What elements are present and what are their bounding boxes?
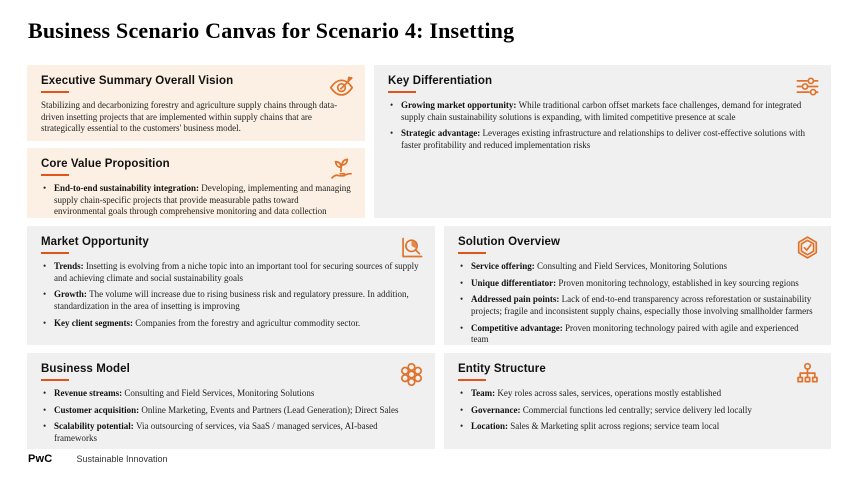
slide-footer (28, 453, 168, 465)
bullet-list (41, 388, 421, 445)
section-entity-structure (444, 353, 831, 449)
heading-accent-rule (41, 252, 69, 254)
sliders-icon (794, 73, 821, 100)
bullet-item: • Strategic advantage: Leverages existing infrastructure and relationships to deliver cost-effective solutions with faster profitability and reduced implementation risks (388, 128, 817, 151)
bullet-item: • Addressed pain points: Lack of end-to-end transparency across reforestation or sustainability projects; fragile and inconsistent supply chains, especially those involving smallholder farmers (458, 294, 817, 317)
section-core-value-proposition (27, 148, 365, 218)
section-title-solution-overview: Solution Overview (458, 236, 561, 248)
bullet-item: • Growth: The volume will increase due to rising business risk and regulatory pressure. In addition, standardization in the area of insetting is improving (41, 289, 421, 312)
hexagon-check-icon (794, 234, 821, 261)
bullet-item: • Service offering: Consulting and Field Services, Monitoring Solutions (458, 261, 817, 273)
bullet-item: • Unique differentiator: Proven monitoring technology, established in key sourcing regions (458, 278, 817, 290)
section-key-differentiation (374, 65, 831, 218)
hand-leaf-icon (328, 156, 355, 183)
section-title-key-differentiation: Key Differentiation (388, 75, 493, 87)
pwc-logo: PwC (28, 453, 53, 465)
section-executive-summary (27, 65, 365, 141)
section-title-core-value: Core Value Proposition (41, 158, 170, 170)
bullet-item: • Team: Key roles across sales, services, operations mostly established (458, 388, 817, 400)
section-solution-overview (444, 226, 831, 345)
bullet-item: • Trends: Insetting is evolving from a niche topic into an important tool for securing sources of supply and achieving climate and social sustainability goals (41, 261, 421, 284)
heading-accent-rule (458, 379, 486, 381)
section-title-entity-structure: Entity Structure (458, 363, 546, 375)
bullet-item: • Customer acquisition: Online Marketing, Events and Partners (Lead Generation); Direct Sales (41, 405, 421, 417)
heading-accent-rule (41, 174, 69, 176)
heading-accent-rule (41, 379, 69, 381)
bullet-list (458, 261, 817, 346)
section-title-market-opportunity: Market Opportunity (41, 236, 149, 248)
bullet-list (41, 183, 351, 218)
bullet-item: • Governance: Commercial functions led centrally; service delivery led locally (458, 405, 817, 417)
org-chart-icon (794, 361, 821, 388)
section-title-business-model: Business Model (41, 363, 130, 375)
eye-vision-icon (328, 73, 355, 100)
section-title-executive-summary: Executive Summary Overall Vision (41, 75, 234, 87)
heading-accent-rule (41, 91, 69, 93)
heading-accent-rule (458, 252, 486, 254)
bullet-item: • Key client segments: Companies from the forestry and agricultur commodity sector. (41, 318, 421, 330)
bullet-item: • End-to-end sustainability integration: Developing, implementing and managing supply chain-specific projects that provide measurable paths toward environmental goals through comprehensive monitoring and data collection (41, 183, 351, 218)
page-title: Business Scenario Canvas for Scenario 4: Insetting (28, 18, 515, 43)
bullet-item: • Location: Sales & Marketing split across regions; service team local (458, 421, 817, 433)
bullet-item: • Revenue streams: Consulting and Field Services, Monitoring Solutions (41, 388, 421, 400)
heading-accent-rule (388, 91, 416, 93)
bullet-list (458, 388, 817, 433)
bullet-item: • Competitive advantage: Proven monitoring technology paired with agile and experienced team (458, 323, 817, 346)
section-body: Stabilizing and decarbonizing forestry and agriculture supply chains through data-driven insetting projects that are implemented within supply chains that are strategically essential to the customers' business model. (41, 100, 338, 134)
section-business-model (27, 353, 435, 449)
section-market-opportunity (27, 226, 435, 345)
footer-label: Sustainable Innovation (76, 454, 168, 464)
magnifier-chart-icon (398, 234, 425, 261)
bullet-item: • Scalability potential: Via outsourcing of services, via SaaS / managed services, AI-based frameworks (41, 421, 421, 444)
circles-cluster-icon (398, 361, 425, 388)
bullet-list (41, 261, 421, 329)
bullet-list (388, 100, 817, 152)
bullet-item: • Growing market opportunity: While traditional carbon offset markets face challenges, demand for integrated supply chain sustainability solutions is expanding, with limited competitive presence at scale (388, 100, 817, 123)
